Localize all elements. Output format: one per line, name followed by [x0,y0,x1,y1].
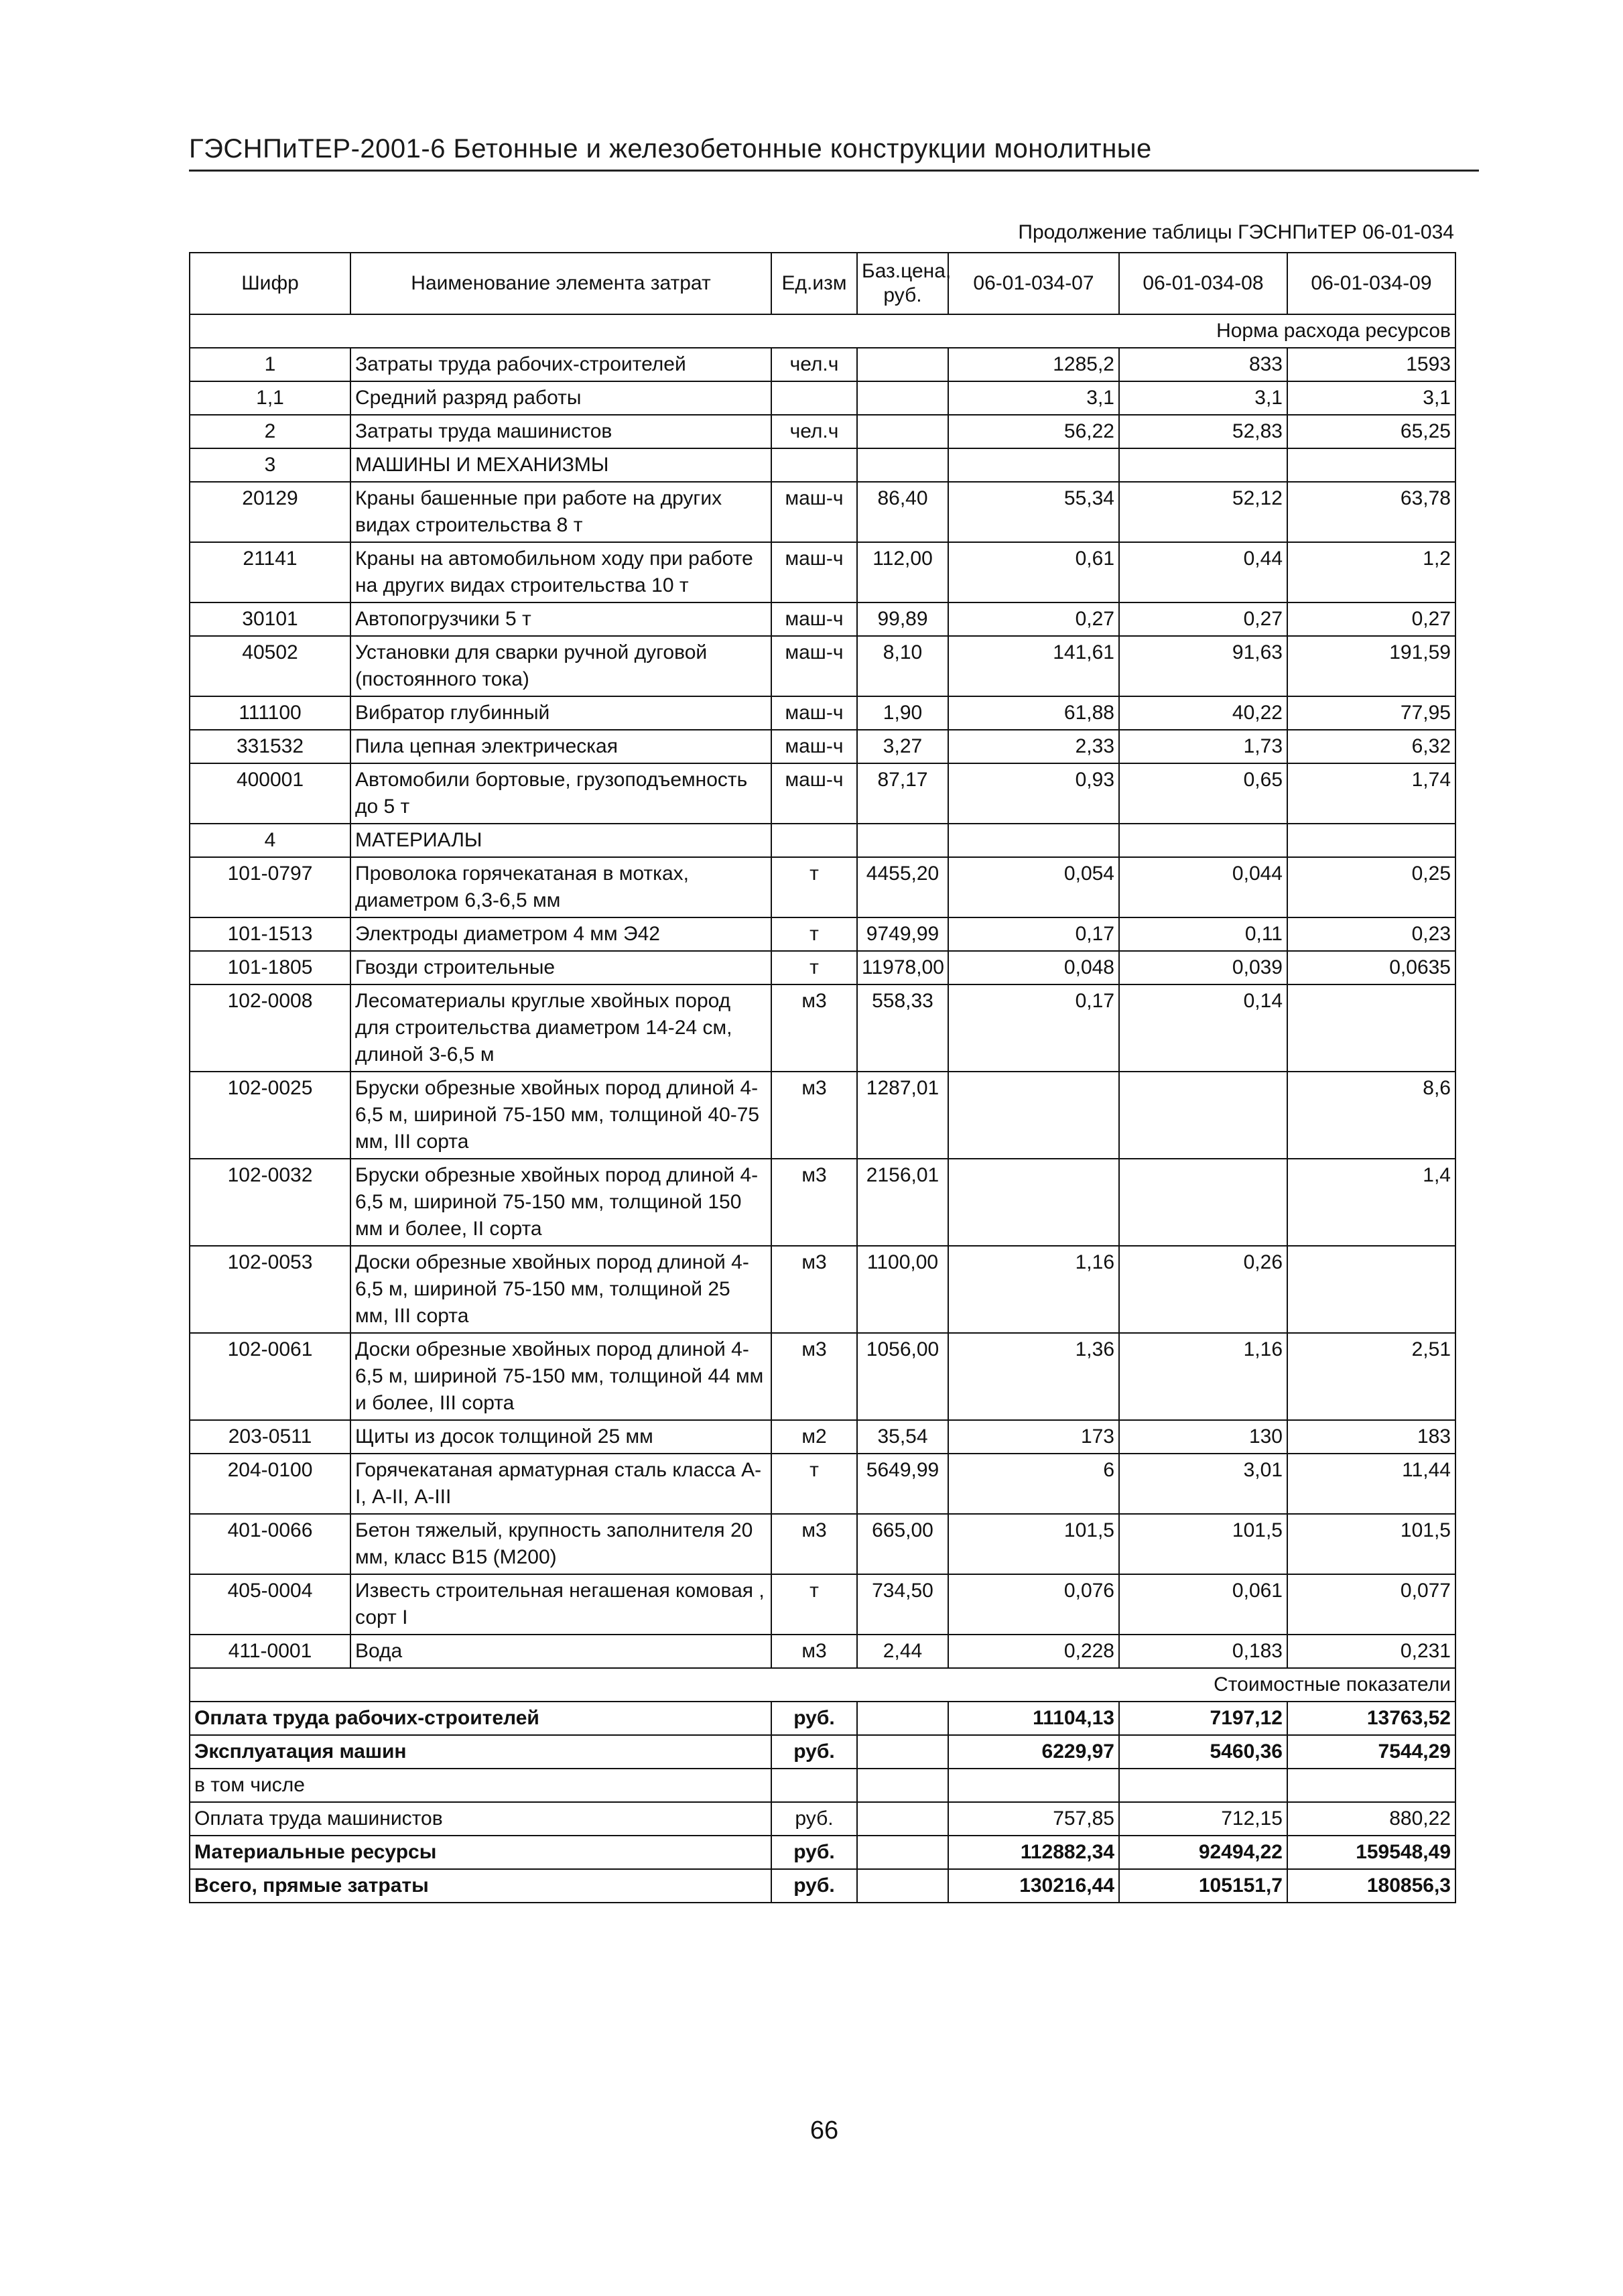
cell-value-09: 2,51 [1287,1333,1455,1420]
cell-value-09: 0,0635 [1287,951,1455,984]
col-unit-header: Ед.изм [771,253,857,314]
cell-value-08: 0,65 [1119,763,1287,824]
cell-unit: м2 [771,1420,857,1454]
table-body [190,314,1455,1903]
material-row [190,917,1455,951]
cell-value-09: 0,25 [1287,857,1455,917]
cell-price [857,348,948,381]
cell-code: 101-0797 [190,857,350,917]
norm-label: Норма расхода ресурсов [190,314,1455,348]
cell-name: Затраты труда машинистов [350,415,771,448]
cell-value-08: 40,22 [1119,696,1287,730]
cell-value-07: 3,1 [948,381,1119,415]
cell-value-09: 0,077 [1287,1574,1455,1635]
cost-unit: руб. [771,1702,857,1735]
cell-price: 9749,99 [857,917,948,951]
section-code: 3 [190,448,350,482]
cell-price: 1,90 [857,696,948,730]
cell-value-07: 1285,2 [948,348,1119,381]
material-row [190,1420,1455,1454]
cost-name: Эксплуатация машин [190,1735,771,1769]
cost-row [190,1769,1455,1802]
cell-code: 21141 [190,542,350,602]
cell-value-07: 0,228 [948,1635,1119,1668]
section-title: МАШИНЫ И МЕХАНИЗМЫ [350,448,771,482]
cell-unit: т [771,951,857,984]
empty-cell [771,824,857,857]
cost-value-09: 180856,3 [1287,1869,1455,1903]
cell-value-07: 0,93 [948,763,1119,824]
cell-value-09: 63,78 [1287,482,1455,542]
cell-code: 20129 [190,482,350,542]
cell-name: Гвозди строительные [350,951,771,984]
cell-value-07: 0,17 [948,984,1119,1072]
cell-name: Краны башенные при работе на других видах строительства 8 т [350,482,771,542]
cell-price: 5649,99 [857,1454,948,1514]
cell-value-08: 130 [1119,1420,1287,1454]
cell-value-09: 0,23 [1287,917,1455,951]
table-continuation-caption: Продолжение таблицы ГЭСНПиТЕР 06-01-034 [1018,221,1454,243]
cell-code: 400001 [190,763,350,824]
cost-name: Оплата труда машинистов [190,1802,771,1836]
labor-row [190,348,1455,381]
empty-cell [857,1702,948,1735]
cell-code: 111100 [190,696,350,730]
empty-cell [948,448,1119,482]
cell-value-08: 91,63 [1119,636,1287,696]
cell-unit: т [771,1454,857,1514]
cell-price: 86,40 [857,482,948,542]
cell-value-08: 1,73 [1119,730,1287,763]
cell-price: 734,50 [857,1574,948,1635]
cell-name: Краны на автомобильном ходу при работе на других видах строительства 10 т [350,542,771,602]
cost-row [190,1869,1455,1903]
document-header: ГЭСНПиТЕР-2001-6 Бетонные и железобетонные конструкции монолитные [189,134,1152,164]
material-row [190,984,1455,1072]
material-row [190,1333,1455,1420]
cell-price: 665,00 [857,1514,948,1574]
cell-unit: м3 [771,1072,857,1159]
cell-name: Затраты труда рабочих-строителей [350,348,771,381]
cell-name: Бруски обрезные хвойных пород длиной 4-6,5 м, шириной 75-150 мм, толщиной 150 мм и более, II сорта [350,1159,771,1246]
cell-value-08: 52,12 [1119,482,1287,542]
cell-value-07: 61,88 [948,696,1119,730]
cell-value-07: 0,048 [948,951,1119,984]
material-row [190,1514,1455,1574]
cell-name: Вибратор глубинный [350,696,771,730]
cell-value-08: 0,183 [1119,1635,1287,1668]
cost-row [190,1735,1455,1769]
cell-price: 87,17 [857,763,948,824]
cell-value-07: 1,36 [948,1333,1119,1420]
cell-name: Проволока горячекатаная в мотках, диаметром 6,3-6,5 мм [350,857,771,917]
cell-name: Вода [350,1635,771,1668]
cell-price: 8,10 [857,636,948,696]
col-c1-header: 06-01-034-07 [948,253,1119,314]
empty-cell [1119,824,1287,857]
cell-code: 102-0032 [190,1159,350,1246]
cell-code: 101-1805 [190,951,350,984]
cell-value-08: 0,039 [1119,951,1287,984]
cost-unit: руб. [771,1869,857,1903]
cost-value-09: 880,22 [1287,1802,1455,1836]
cell-price: 2,44 [857,1635,948,1668]
cell-unit [771,381,857,415]
empty-cell [857,1869,948,1903]
cell-unit: т [771,917,857,951]
header-rule [189,170,1479,172]
cell-code: 102-0061 [190,1333,350,1420]
cell-value-07: 2,33 [948,730,1119,763]
cell-value-08: 101,5 [1119,1514,1287,1574]
cost-value-08: 105151,7 [1119,1869,1287,1903]
cost-value-07: 6229,97 [948,1735,1119,1769]
cell-value-07: 141,61 [948,636,1119,696]
machine-row [190,730,1455,763]
cell-name: Доски обрезные хвойных пород длиной 4-6,5 м, шириной 75-150 мм, толщиной 25 мм, III сорта [350,1246,771,1333]
cell-code: 102-0025 [190,1072,350,1159]
cost-name: в том числе [190,1769,771,1802]
cell-price: 3,27 [857,730,948,763]
cell-value-08: 0,044 [1119,857,1287,917]
cell-value-08: 0,11 [1119,917,1287,951]
cell-name: Доски обрезные хвойных пород длиной 4-6,5 м, шириной 75-150 мм, толщиной 44 мм и более, III сорта [350,1333,771,1420]
cell-name: Известь строительная негашеная комовая , сорт I [350,1574,771,1635]
machine-row [190,482,1455,542]
cost-value-08: 7197,12 [1119,1702,1287,1735]
empty-cell [948,824,1119,857]
cell-price: 1100,00 [857,1246,948,1333]
section-title: МАТЕРИАЛЫ [350,824,771,857]
cost-label: Стоимостные показатели [190,1668,1455,1702]
cost-value-07: 757,85 [948,1802,1119,1836]
cell-value-07: 1,16 [948,1246,1119,1333]
cell-unit: маш-ч [771,482,857,542]
cell-value-07: 56,22 [948,415,1119,448]
cell-value-07: 173 [948,1420,1119,1454]
cost-value-07: 11104,13 [948,1702,1119,1735]
cost-unit: руб. [771,1802,857,1836]
cell-unit: м3 [771,1246,857,1333]
cell-unit: чел.ч [771,348,857,381]
cell-value-07: 101,5 [948,1514,1119,1574]
cell-unit: маш-ч [771,730,857,763]
cell-unit: м3 [771,1159,857,1246]
cell-code: 411-0001 [190,1635,350,1668]
cell-price: 99,89 [857,602,948,636]
material-row [190,1635,1455,1668]
page-number: 66 [809,2116,839,2145]
cell-code: 40502 [190,636,350,696]
cell-unit: м3 [771,1635,857,1668]
cell-name: Установки для сварки ручной дуговой (постоянного тока) [350,636,771,696]
cell-code: 102-0008 [190,984,350,1072]
cell-price: 4455,20 [857,857,948,917]
cell-unit: чел.ч [771,415,857,448]
cell-value-09: 1593 [1287,348,1455,381]
cell-name: Средний разряд работы [350,381,771,415]
machine-row [190,602,1455,636]
empty-cell [857,1802,948,1836]
cell-value-07: 0,61 [948,542,1119,602]
cell-unit: маш-ч [771,696,857,730]
cell-value-09: 3,1 [1287,381,1455,415]
table-header-row [190,253,1455,314]
machine-row [190,636,1455,696]
empty-cell [857,1735,948,1769]
cell-value-09: 6,32 [1287,730,1455,763]
col-c2-header: 06-01-034-08 [1119,253,1287,314]
cost-value-07: 112882,34 [948,1836,1119,1869]
cell-unit: м3 [771,1333,857,1420]
cell-value-08: 52,83 [1119,415,1287,448]
col-price-header: Баз.цена, руб. [857,253,948,314]
cost-label-row [190,1668,1455,1702]
cell-value-09: 0,231 [1287,1635,1455,1668]
cell-value-08: 3,01 [1119,1454,1287,1514]
col-code-header: Шифр [190,253,350,314]
norm-label-row [190,314,1455,348]
col-name-header: Наименование элемента затрат [350,253,771,314]
cell-code: 2 [190,415,350,448]
labor-row [190,381,1455,415]
cost-value-09: 159548,49 [1287,1836,1455,1869]
material-row [190,1072,1455,1159]
cost-value-08: 712,15 [1119,1802,1287,1836]
cell-code: 1 [190,348,350,381]
material-row [190,857,1455,917]
cell-value-09: 0,27 [1287,602,1455,636]
cell-value-08: 0,27 [1119,602,1287,636]
cost-name: Оплата труда рабочих-строителей [190,1702,771,1735]
cost-name: Всего, прямые затраты [190,1869,771,1903]
cell-code: 30101 [190,602,350,636]
cost-unit: руб. [771,1836,857,1869]
material-row [190,951,1455,984]
cost-value-08: 5460,36 [1119,1735,1287,1769]
cell-unit: маш-ч [771,542,857,602]
cost-value-07: 130216,44 [948,1869,1119,1903]
cost-row [190,1836,1455,1869]
materials-section-row [190,824,1455,857]
cell-value-08: 833 [1119,348,1287,381]
empty-cell [857,1836,948,1869]
cost-value-09: 13763,52 [1287,1702,1455,1735]
cell-unit: т [771,1574,857,1635]
cell-value-07: 0,27 [948,602,1119,636]
cell-price [857,415,948,448]
cell-price: 1056,00 [857,1333,948,1420]
empty-cell [857,824,948,857]
cell-price [857,381,948,415]
cell-value-09: 11,44 [1287,1454,1455,1514]
section-code: 4 [190,824,350,857]
cell-price: 112,00 [857,542,948,602]
empty-cell [1287,824,1455,857]
cell-price: 1287,01 [857,1072,948,1159]
material-row [190,1159,1455,1246]
cell-name: Электроды диаметром 4 мм Э42 [350,917,771,951]
machine-row [190,696,1455,730]
cell-value-07 [948,1159,1119,1246]
cell-code: 102-0053 [190,1246,350,1333]
cell-value-08 [1119,1072,1287,1159]
cost-value-08 [1119,1769,1287,1802]
cell-name: Щиты из досок толщиной 25 мм [350,1420,771,1454]
cell-price: 11978,00 [857,951,948,984]
cell-name: Бетон тяжелый, крупность заполнителя 20 мм, класс В15 (М200) [350,1514,771,1574]
cell-unit: маш-ч [771,636,857,696]
cell-value-08 [1119,1159,1287,1246]
cost-unit: руб. [771,1735,857,1769]
cost-name: Материальные ресурсы [190,1836,771,1869]
machines-section-row [190,448,1455,482]
cell-value-08: 0,061 [1119,1574,1287,1635]
cell-price: 2156,01 [857,1159,948,1246]
cell-price: 35,54 [857,1420,948,1454]
labor-row [190,415,1455,448]
cell-value-09: 1,74 [1287,763,1455,824]
cost-value-08: 92494,22 [1119,1836,1287,1869]
cell-value-09: 191,59 [1287,636,1455,696]
cost-value-09 [1287,1769,1455,1802]
cell-value-09: 183 [1287,1420,1455,1454]
cost-value-09: 7544,29 [1287,1735,1455,1769]
cell-name: Горячекатаная арматурная сталь класса А-I, А-II, А-III [350,1454,771,1514]
cell-value-08: 1,16 [1119,1333,1287,1420]
cell-name: Бруски обрезные хвойных пород длиной 4-6,5 м, шириной 75-150 мм, толщиной 40-75 мм, III сорта [350,1072,771,1159]
cell-unit: м3 [771,984,857,1072]
cell-price: 558,33 [857,984,948,1072]
cell-code: 101-1513 [190,917,350,951]
material-row [190,1574,1455,1635]
cell-value-07 [948,1072,1119,1159]
cell-name: Автопогрузчики 5 т [350,602,771,636]
empty-cell [1119,448,1287,482]
col-c3-header: 06-01-034-09 [1287,253,1455,314]
cell-value-08: 0,14 [1119,984,1287,1072]
cell-value-09: 101,5 [1287,1514,1455,1574]
material-row [190,1454,1455,1514]
cell-unit: т [771,857,857,917]
cell-unit: м3 [771,1514,857,1574]
cell-value-09: 77,95 [1287,696,1455,730]
empty-cell [857,1769,948,1802]
cell-value-09: 1,4 [1287,1159,1455,1246]
cell-unit: маш-ч [771,763,857,824]
cell-value-07: 55,34 [948,482,1119,542]
material-row [190,1246,1455,1333]
cell-name: Лесоматериалы круглые хвойных пород для строительства диаметром 14-24 см, длиной 3-6,5 м [350,984,771,1072]
empty-cell [857,448,948,482]
cell-value-09: 8,6 [1287,1072,1455,1159]
cell-value-07: 0,054 [948,857,1119,917]
cost-row [190,1802,1455,1836]
cell-value-08: 0,44 [1119,542,1287,602]
machine-row [190,542,1455,602]
cell-value-07: 0,076 [948,1574,1119,1635]
cell-value-08: 0,26 [1119,1246,1287,1333]
empty-cell [1287,448,1455,482]
cell-code: 203-0511 [190,1420,350,1454]
cost-unit [771,1769,857,1802]
cell-code: 331532 [190,730,350,763]
cell-unit: маш-ч [771,602,857,636]
cell-value-09: 1,2 [1287,542,1455,602]
cell-code: 405-0004 [190,1574,350,1635]
cell-value-09 [1287,984,1455,1072]
cell-code: 204-0100 [190,1454,350,1514]
resource-table [189,252,1456,1903]
cost-value-07 [948,1769,1119,1802]
cell-name: Автомобили бортовые, грузоподъемность до 5 т [350,763,771,824]
machine-row [190,763,1455,824]
cell-value-08: 3,1 [1119,381,1287,415]
cell-value-07: 0,17 [948,917,1119,951]
cell-name: Пила цепная электрическая [350,730,771,763]
empty-cell [771,448,857,482]
cell-value-07: 6 [948,1454,1119,1514]
cell-value-09: 65,25 [1287,415,1455,448]
cell-code: 401-0066 [190,1514,350,1574]
cell-value-09 [1287,1246,1455,1333]
cost-row [190,1702,1455,1735]
cell-code: 1,1 [190,381,350,415]
